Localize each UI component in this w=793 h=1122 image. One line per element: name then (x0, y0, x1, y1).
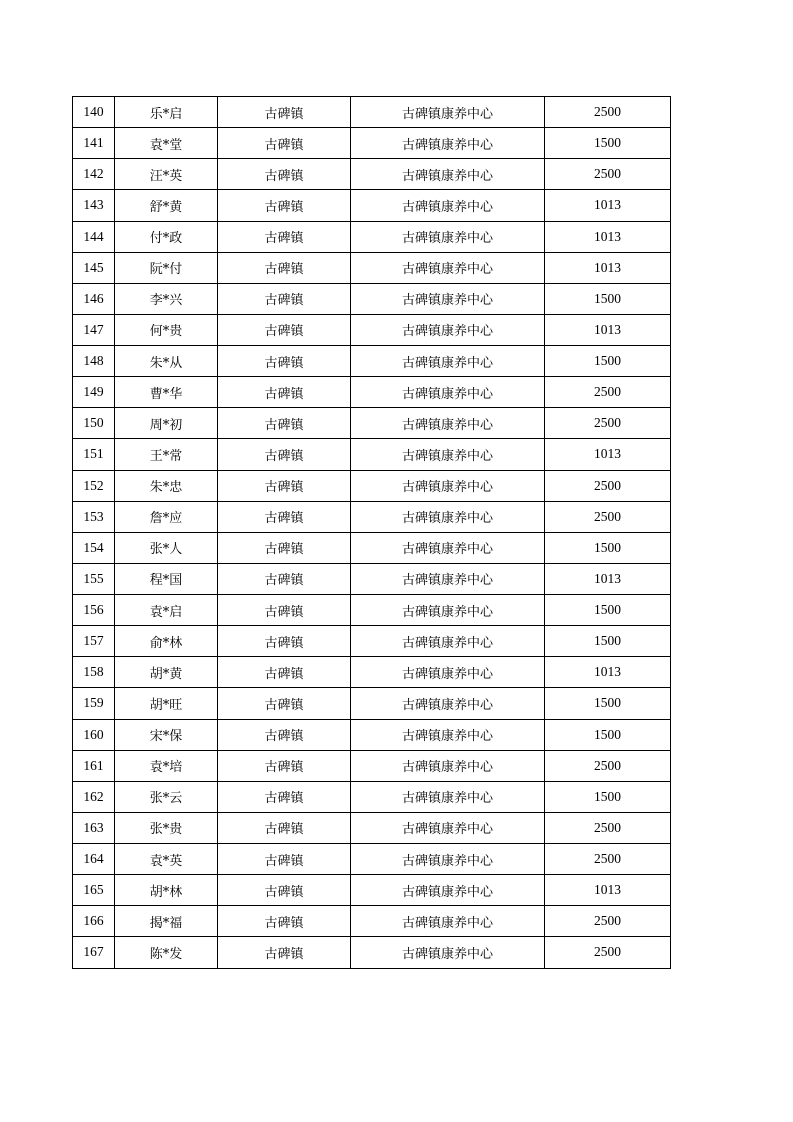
amount-cell: 1013 (545, 657, 671, 688)
name-cell: 袁*英 (115, 844, 218, 875)
table-row (73, 875, 671, 906)
name-cell: 汪*英 (115, 159, 218, 190)
name-cell: 俞*林 (115, 626, 218, 657)
serial-number-cell: 152 (73, 470, 115, 501)
table-row (73, 314, 671, 345)
serial-number-cell: 149 (73, 377, 115, 408)
town-cell: 古碑镇 (218, 844, 351, 875)
table-row (73, 626, 671, 657)
serial-number-cell: 162 (73, 781, 115, 812)
institution-cell: 古碑镇康养中心 (351, 532, 545, 563)
table-row (73, 812, 671, 843)
amount-cell: 1013 (545, 221, 671, 252)
table-row (73, 750, 671, 781)
table-row (73, 97, 671, 128)
serial-number-cell: 159 (73, 688, 115, 719)
institution-cell: 古碑镇康养中心 (351, 501, 545, 532)
town-cell: 古碑镇 (218, 190, 351, 221)
name-cell: 张*云 (115, 781, 218, 812)
table-row (73, 408, 671, 439)
institution-cell: 古碑镇康养中心 (351, 875, 545, 906)
amount-cell: 1013 (545, 439, 671, 470)
table-row (73, 532, 671, 563)
serial-number-cell: 154 (73, 532, 115, 563)
name-cell: 陈*发 (115, 937, 218, 968)
amount-cell: 1013 (545, 314, 671, 345)
amount-cell: 1013 (545, 252, 671, 283)
town-cell: 古碑镇 (218, 346, 351, 377)
amount-cell: 1500 (545, 595, 671, 626)
table-row (73, 844, 671, 875)
name-cell: 袁*堂 (115, 128, 218, 159)
serial-number-cell: 157 (73, 626, 115, 657)
name-cell: 周*初 (115, 408, 218, 439)
serial-number-cell: 166 (73, 906, 115, 937)
serial-number-cell: 156 (73, 595, 115, 626)
amount-cell: 1013 (545, 875, 671, 906)
table-row (73, 159, 671, 190)
name-cell: 曹*华 (115, 377, 218, 408)
institution-cell: 古碑镇康养中心 (351, 937, 545, 968)
town-cell: 古碑镇 (218, 719, 351, 750)
table-row (73, 781, 671, 812)
institution-cell: 古碑镇康养中心 (351, 283, 545, 314)
institution-cell: 古碑镇康养中心 (351, 595, 545, 626)
table-row (73, 595, 671, 626)
institution-cell: 古碑镇康养中心 (351, 812, 545, 843)
amount-cell: 1500 (545, 532, 671, 563)
serial-number-cell: 140 (73, 97, 115, 128)
name-cell: 付*政 (115, 221, 218, 252)
town-cell: 古碑镇 (218, 283, 351, 314)
town-cell: 古碑镇 (218, 563, 351, 594)
town-cell: 古碑镇 (218, 128, 351, 159)
amount-cell: 2500 (545, 906, 671, 937)
institution-cell: 古碑镇康养中心 (351, 563, 545, 594)
serial-number-cell: 145 (73, 252, 115, 283)
amount-cell: 2500 (545, 97, 671, 128)
serial-number-cell: 148 (73, 346, 115, 377)
name-cell: 詹*应 (115, 501, 218, 532)
serial-number-cell: 146 (73, 283, 115, 314)
serial-number-cell: 155 (73, 563, 115, 594)
amount-cell: 1500 (545, 626, 671, 657)
name-cell: 胡*黄 (115, 657, 218, 688)
town-cell: 古碑镇 (218, 532, 351, 563)
name-cell: 袁*启 (115, 595, 218, 626)
institution-cell: 古碑镇康养中心 (351, 750, 545, 781)
name-cell: 李*兴 (115, 283, 218, 314)
name-cell: 胡*旺 (115, 688, 218, 719)
town-cell: 古碑镇 (218, 408, 351, 439)
town-cell: 古碑镇 (218, 501, 351, 532)
amount-cell: 1013 (545, 190, 671, 221)
town-cell: 古碑镇 (218, 937, 351, 968)
town-cell: 古碑镇 (218, 439, 351, 470)
amount-cell: 2500 (545, 408, 671, 439)
amount-cell: 2500 (545, 937, 671, 968)
institution-cell: 古碑镇康养中心 (351, 97, 545, 128)
table-row (73, 221, 671, 252)
town-cell: 古碑镇 (218, 470, 351, 501)
town-cell: 古碑镇 (218, 97, 351, 128)
serial-number-cell: 151 (73, 439, 115, 470)
serial-number-cell: 142 (73, 159, 115, 190)
serial-number-cell: 150 (73, 408, 115, 439)
name-cell: 阮*付 (115, 252, 218, 283)
institution-cell: 古碑镇康养中心 (351, 314, 545, 345)
amount-cell: 1500 (545, 688, 671, 719)
institution-cell: 古碑镇康养中心 (351, 688, 545, 719)
name-cell: 王*常 (115, 439, 218, 470)
amount-cell: 2500 (545, 501, 671, 532)
table-row (73, 346, 671, 377)
institution-cell: 古碑镇康养中心 (351, 626, 545, 657)
table-row (73, 719, 671, 750)
amount-cell: 1500 (545, 781, 671, 812)
serial-number-cell: 144 (73, 221, 115, 252)
amount-cell: 1500 (545, 128, 671, 159)
table-row (73, 470, 671, 501)
town-cell: 古碑镇 (218, 252, 351, 283)
town-cell: 古碑镇 (218, 595, 351, 626)
institution-cell: 古碑镇康养中心 (351, 657, 545, 688)
amount-cell: 1500 (545, 719, 671, 750)
name-cell: 张*人 (115, 532, 218, 563)
amount-cell: 2500 (545, 470, 671, 501)
table-row (73, 501, 671, 532)
town-cell: 古碑镇 (218, 750, 351, 781)
institution-cell: 古碑镇康养中心 (351, 719, 545, 750)
table-row (73, 252, 671, 283)
institution-cell: 古碑镇康养中心 (351, 346, 545, 377)
town-cell: 古碑镇 (218, 781, 351, 812)
serial-number-cell: 164 (73, 844, 115, 875)
table-row (73, 283, 671, 314)
name-cell: 朱*从 (115, 346, 218, 377)
name-cell: 宋*保 (115, 719, 218, 750)
serial-number-cell: 143 (73, 190, 115, 221)
town-cell: 古碑镇 (218, 812, 351, 843)
town-cell: 古碑镇 (218, 377, 351, 408)
name-cell: 程*国 (115, 563, 218, 594)
amount-cell: 1013 (545, 563, 671, 594)
institution-cell: 古碑镇康养中心 (351, 439, 545, 470)
town-cell: 古碑镇 (218, 626, 351, 657)
table-row (73, 906, 671, 937)
amount-cell: 2500 (545, 812, 671, 843)
institution-cell: 古碑镇康养中心 (351, 159, 545, 190)
institution-cell: 古碑镇康养中心 (351, 906, 545, 937)
institution-cell: 古碑镇康养中心 (351, 377, 545, 408)
name-cell: 胡*林 (115, 875, 218, 906)
serial-number-cell: 153 (73, 501, 115, 532)
serial-number-cell: 158 (73, 657, 115, 688)
institution-cell: 古碑镇康养中心 (351, 190, 545, 221)
serial-number-cell: 161 (73, 750, 115, 781)
name-cell: 揭*福 (115, 906, 218, 937)
amount-cell: 2500 (545, 844, 671, 875)
recipient-table-body (73, 97, 671, 969)
town-cell: 古碑镇 (218, 159, 351, 190)
town-cell: 古碑镇 (218, 906, 351, 937)
table-row (73, 937, 671, 968)
institution-cell: 古碑镇康养中心 (351, 844, 545, 875)
serial-number-cell: 163 (73, 812, 115, 843)
recipient-table (72, 96, 671, 969)
amount-cell: 1500 (545, 346, 671, 377)
institution-cell: 古碑镇康养中心 (351, 128, 545, 159)
name-cell: 袁*培 (115, 750, 218, 781)
table-row (73, 190, 671, 221)
table-row (73, 128, 671, 159)
table-row (73, 688, 671, 719)
institution-cell: 古碑镇康养中心 (351, 221, 545, 252)
serial-number-cell: 167 (73, 937, 115, 968)
name-cell: 朱*忠 (115, 470, 218, 501)
table-row (73, 439, 671, 470)
table-row (73, 657, 671, 688)
serial-number-cell: 141 (73, 128, 115, 159)
institution-cell: 古碑镇康养中心 (351, 408, 545, 439)
name-cell: 何*贵 (115, 314, 218, 345)
institution-cell: 古碑镇康养中心 (351, 781, 545, 812)
amount-cell: 2500 (545, 159, 671, 190)
table-row (73, 563, 671, 594)
institution-cell: 古碑镇康养中心 (351, 252, 545, 283)
town-cell: 古碑镇 (218, 221, 351, 252)
name-cell: 乐*启 (115, 97, 218, 128)
serial-number-cell: 165 (73, 875, 115, 906)
serial-number-cell: 160 (73, 719, 115, 750)
amount-cell: 2500 (545, 377, 671, 408)
name-cell: 张*贵 (115, 812, 218, 843)
town-cell: 古碑镇 (218, 657, 351, 688)
table-row (73, 377, 671, 408)
town-cell: 古碑镇 (218, 875, 351, 906)
town-cell: 古碑镇 (218, 314, 351, 345)
town-cell: 古碑镇 (218, 688, 351, 719)
name-cell: 舒*黄 (115, 190, 218, 221)
institution-cell: 古碑镇康养中心 (351, 470, 545, 501)
serial-number-cell: 147 (73, 314, 115, 345)
amount-cell: 1500 (545, 283, 671, 314)
amount-cell: 2500 (545, 750, 671, 781)
